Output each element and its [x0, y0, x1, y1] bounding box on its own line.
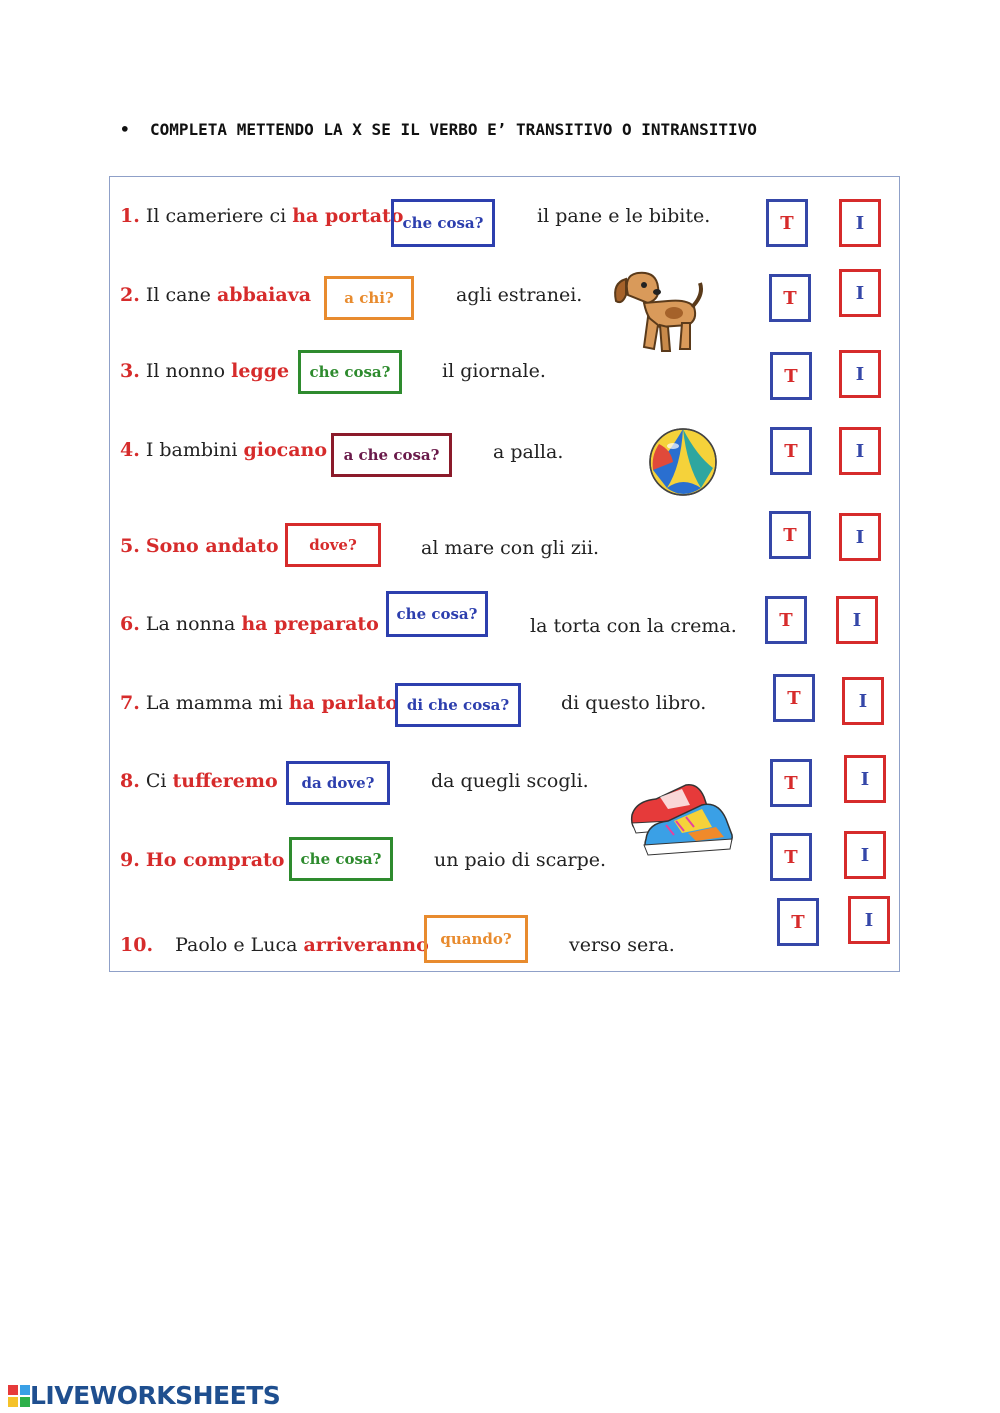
exercise-panel: [109, 176, 900, 972]
i-label: I: [852, 609, 862, 631]
intransitive-checkbox[interactable]: [844, 755, 886, 803]
t-label: T: [784, 846, 798, 868]
i-label: I: [864, 909, 874, 931]
sentence-end: il giornale.: [442, 360, 546, 382]
exercise-row: [110, 757, 899, 817]
i-label: I: [855, 282, 865, 304]
sentence-end: agli estranei.: [456, 284, 583, 306]
shoes-illustration: [626, 775, 738, 859]
question-text: quando?: [440, 930, 512, 948]
sentence-start: Paolo e Luca: [175, 934, 298, 956]
verb: legge: [231, 360, 290, 382]
question-box: [395, 683, 521, 727]
ball-illustration: [647, 426, 719, 498]
exercise-row: [110, 197, 899, 257]
i-label: I: [858, 690, 868, 712]
row-number: 3.: [120, 360, 140, 382]
verb: Sono andato: [145, 535, 279, 557]
sentence: [120, 770, 278, 792]
sentence: [120, 613, 379, 635]
intransitive-checkbox[interactable]: [842, 677, 884, 725]
sentence-start: Il cane: [145, 284, 211, 306]
sentence-start: Il nonno: [145, 360, 226, 382]
question-text: che cosa?: [309, 363, 391, 381]
question-box: [286, 761, 390, 805]
sentence: [120, 284, 311, 306]
row-number: 10.: [120, 934, 154, 956]
t-label: T: [783, 287, 797, 309]
question-text: che cosa?: [300, 850, 382, 868]
verb: ha portato: [292, 205, 404, 227]
t-label: T: [784, 440, 798, 462]
question-box: [289, 837, 393, 881]
row-number: 7.: [120, 692, 140, 714]
sentence-end: un paio di scarpe.: [434, 849, 607, 871]
t-label: T: [780, 212, 794, 234]
exercise-row: [110, 909, 899, 972]
question-box: [331, 433, 452, 477]
transitive-checkbox[interactable]: [770, 759, 812, 807]
t-label: T: [784, 772, 798, 794]
question-box: [386, 591, 488, 637]
question-text: a che cosa?: [343, 446, 440, 464]
bullet: •: [120, 120, 130, 139]
sentence: [120, 439, 327, 461]
exercise-row: [110, 677, 899, 737]
intransitive-checkbox[interactable]: [839, 513, 881, 561]
question-text: di che cosa?: [406, 696, 510, 714]
exercise-row: [110, 593, 899, 653]
row-number: 6.: [120, 613, 140, 635]
sentence-start: La nonna: [145, 613, 236, 635]
t-label: T: [791, 911, 805, 933]
i-label: I: [855, 526, 865, 548]
verb: arriveranno: [303, 934, 429, 956]
t-label: T: [784, 365, 798, 387]
question-text: a chi?: [344, 289, 394, 307]
transitive-checkbox[interactable]: [766, 199, 808, 247]
verb: giocano: [243, 439, 328, 461]
intransitive-checkbox[interactable]: [839, 350, 881, 398]
question-text: che cosa?: [402, 214, 484, 232]
t-label: T: [783, 524, 797, 546]
transitive-checkbox[interactable]: [770, 352, 812, 400]
t-label: T: [779, 609, 793, 631]
transitive-checkbox[interactable]: [777, 898, 819, 946]
verb: tufferemo: [172, 770, 278, 792]
question-box: [298, 350, 402, 394]
sentence-start: I bambini: [145, 439, 238, 461]
question-box: [391, 199, 495, 247]
exercise-row: [110, 833, 899, 893]
i-label: I: [855, 440, 865, 462]
question-box: [324, 276, 414, 320]
sentence-end: verso sera.: [569, 934, 675, 956]
sentence: [120, 205, 403, 227]
i-label: I: [855, 363, 865, 385]
exercise-row: [110, 517, 899, 577]
sentence-end: al mare con gli zii.: [421, 537, 600, 559]
transitive-checkbox[interactable]: [773, 674, 815, 722]
question-text: da dove?: [301, 774, 375, 792]
intransitive-checkbox[interactable]: [839, 269, 881, 317]
verb: Ho comprato: [145, 849, 285, 871]
sentence: [120, 535, 279, 557]
question-text: dove?: [309, 536, 357, 554]
footer-brand: [8, 1381, 280, 1410]
instruction-text: COMPLETA METTENDO LA X SE IL VERBO E’ TRANSITIVO O INTRANSITIVO: [150, 120, 757, 139]
instruction: [120, 120, 757, 139]
intransitive-checkbox[interactable]: [844, 831, 886, 879]
intransitive-checkbox[interactable]: [836, 596, 878, 644]
verb: abbaiava: [216, 284, 312, 306]
intransitive-checkbox[interactable]: [839, 427, 881, 475]
liveworksheets-logo-icon: [8, 1385, 30, 1407]
sentence-end: la torta con la crema.: [530, 615, 737, 637]
i-label: I: [860, 768, 870, 790]
sentence-end: di questo libro.: [561, 692, 707, 714]
sentence: [120, 934, 429, 956]
sentence-start: Ci: [145, 770, 167, 792]
i-label: I: [860, 844, 870, 866]
verb: ha preparato: [241, 613, 379, 635]
transitive-checkbox[interactable]: [770, 427, 812, 475]
exercise-row: [110, 350, 899, 410]
dog-illustration: [608, 265, 706, 357]
row-number: 5.: [120, 535, 140, 557]
sentence: [120, 849, 284, 871]
sentence: [120, 692, 398, 714]
row-number: 8.: [120, 770, 140, 792]
row-number: 4.: [120, 439, 140, 461]
question-box: [285, 523, 381, 567]
sentence-end: il pane e le bibite.: [537, 205, 711, 227]
transitive-checkbox[interactable]: [769, 511, 811, 559]
intransitive-checkbox[interactable]: [839, 199, 881, 247]
exercise-row: [110, 274, 899, 334]
transitive-checkbox[interactable]: [765, 596, 807, 644]
i-label: I: [855, 212, 865, 234]
t-label: T: [787, 687, 801, 709]
transitive-checkbox[interactable]: [769, 274, 811, 322]
sentence-start: Il cameriere ci: [145, 205, 287, 227]
question-box: [424, 915, 528, 963]
brand-name: LIVEWORKSHEETS: [30, 1381, 281, 1410]
sentence-start: La mamma mi: [145, 692, 283, 714]
row-number: 9.: [120, 849, 140, 871]
sentence-end: da quegli scogli.: [431, 770, 589, 792]
sentence-end: a palla.: [493, 441, 564, 463]
row-number: 1.: [120, 205, 140, 227]
verb: ha parlato: [288, 692, 399, 714]
question-text: che cosa?: [396, 605, 478, 623]
exercise-row: [110, 429, 899, 489]
sentence: [120, 360, 289, 382]
intransitive-checkbox[interactable]: [848, 896, 890, 944]
transitive-checkbox[interactable]: [770, 833, 812, 881]
row-number: 2.: [120, 284, 140, 306]
